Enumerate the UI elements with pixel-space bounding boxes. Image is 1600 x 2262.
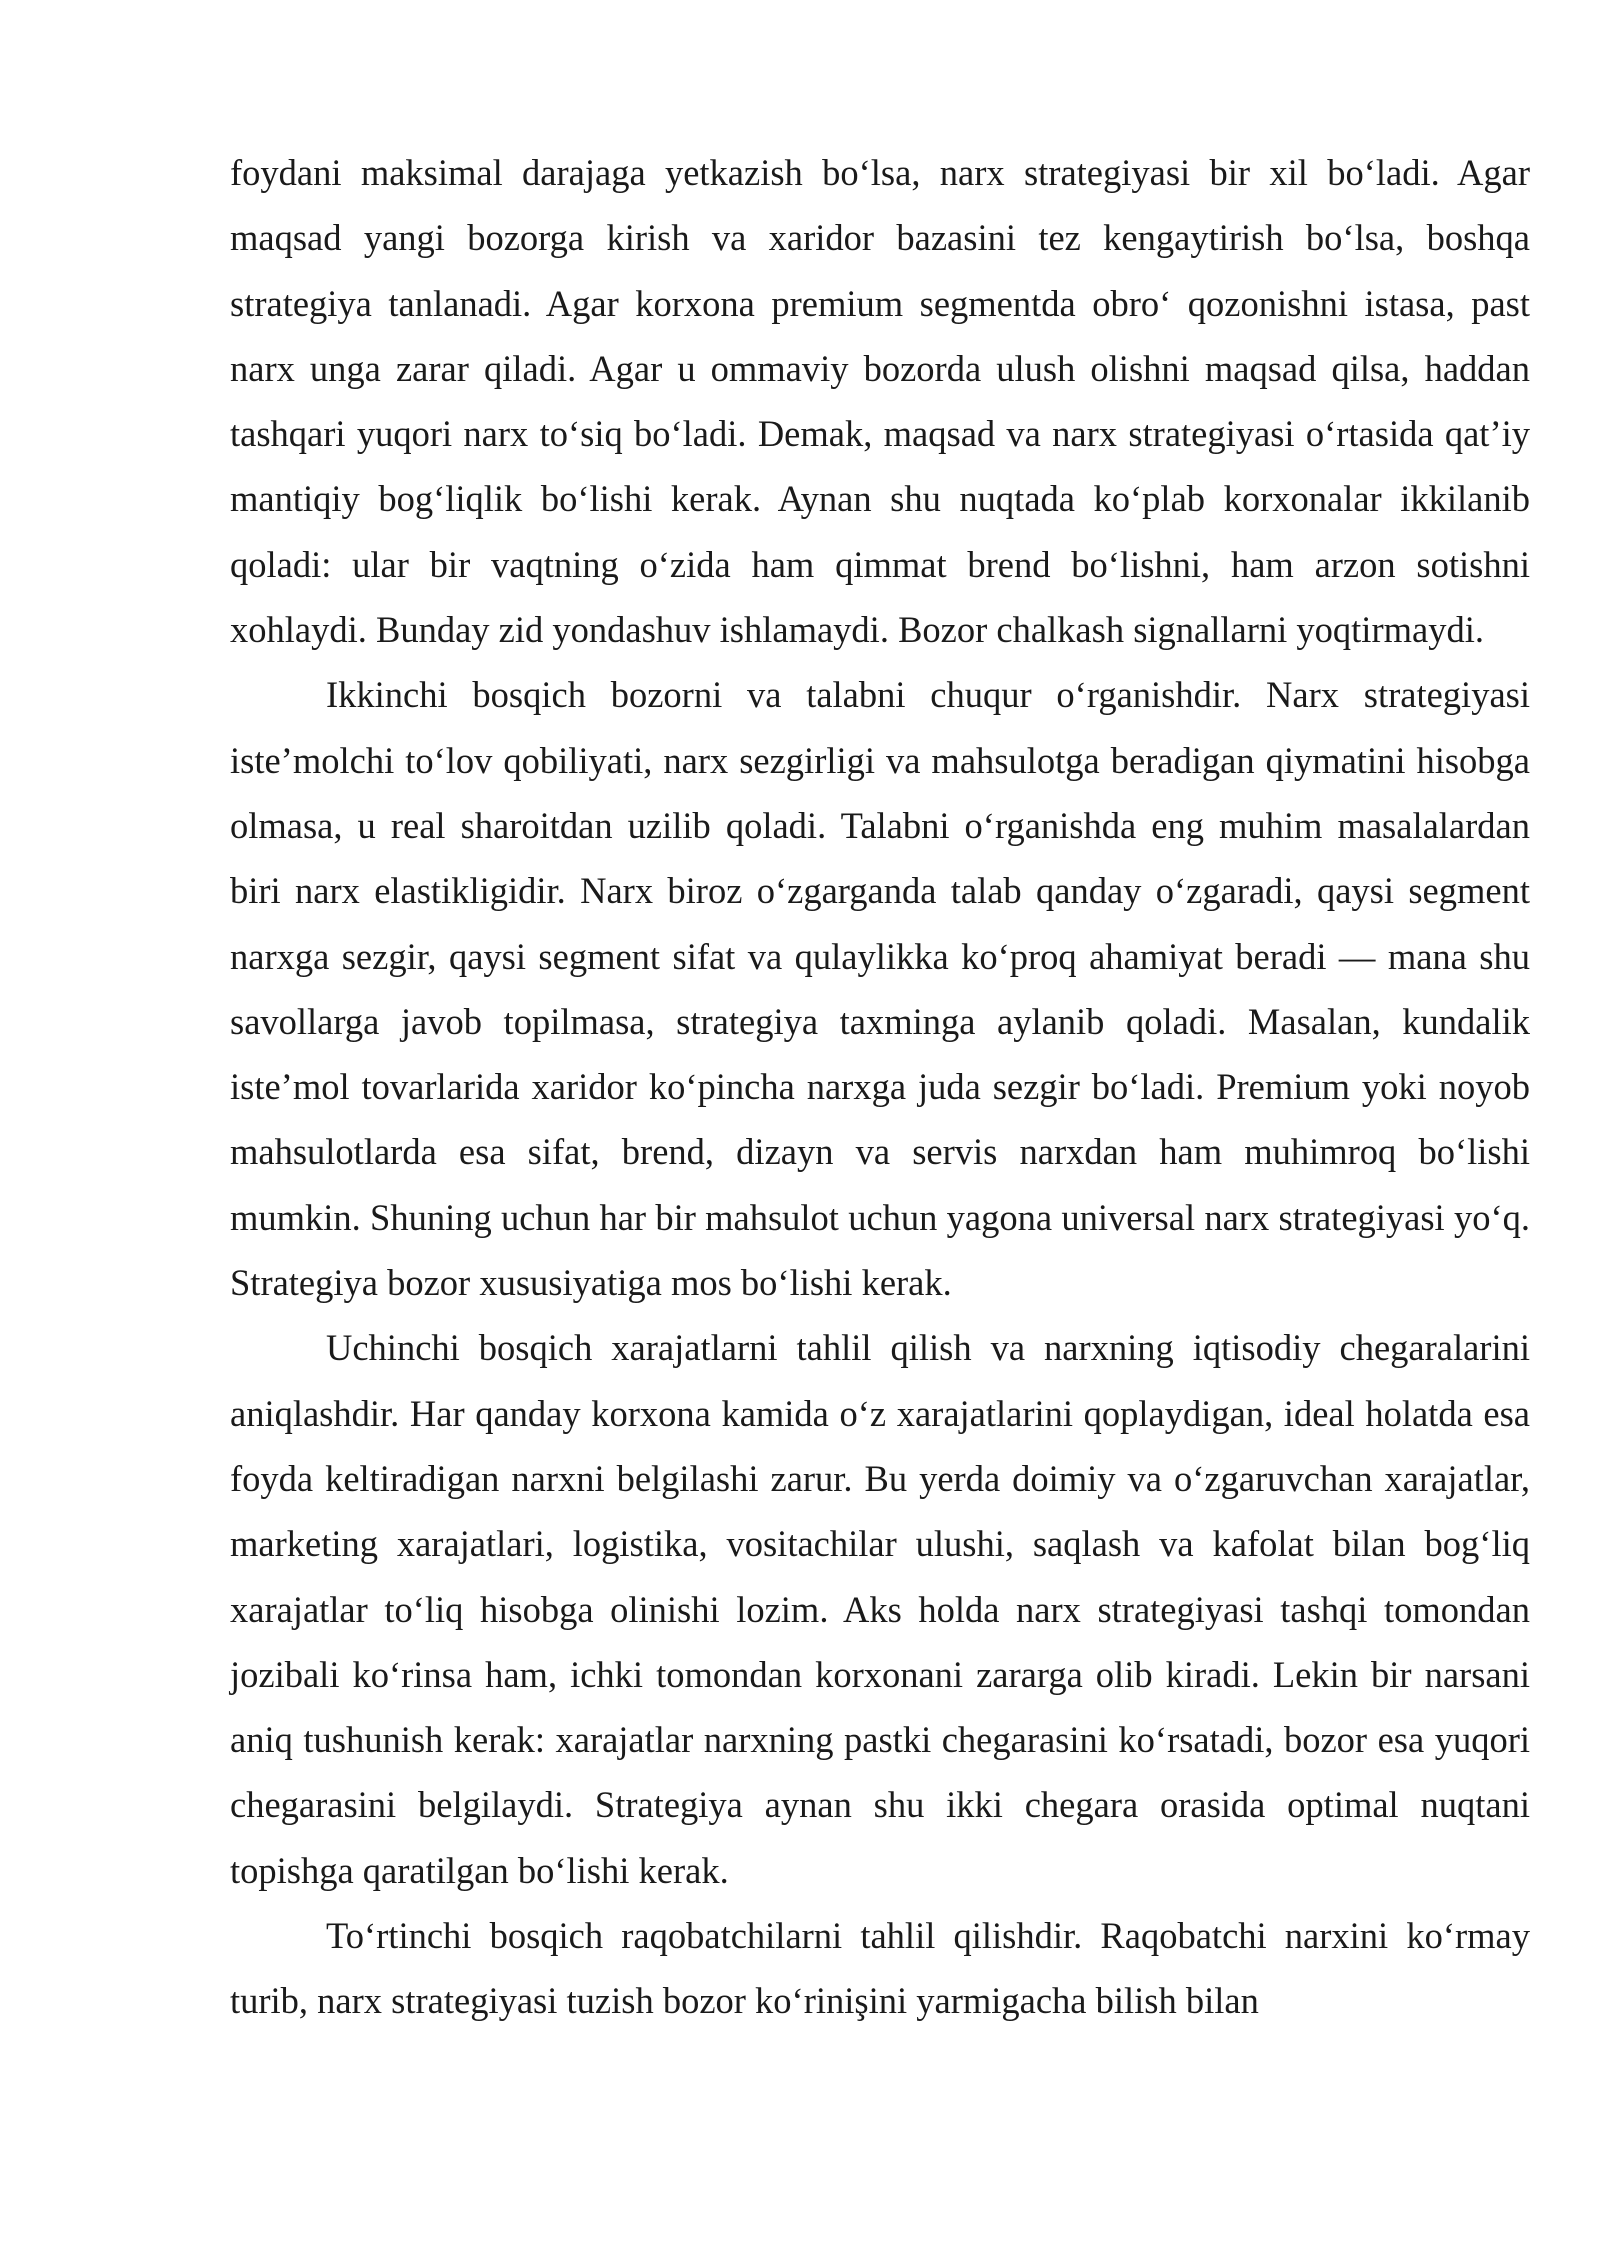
- paragraph-second-stage-market-demand: Ikkinchi bosqich bozorni va talabni chuqur o‘rganishdir. Narx strategiyasi iste’molchi to‘lov qobiliyati, narx sezgirligi va mahsulotga beradigan qiymatini hisobga olmasa, u real sharoitdan uzilib qoladi. Talabni o‘rganishda eng muhim masalalardan biri narx elastikligidir. Narx biroz o‘zgarganda talab qanday o‘zgaradi, qaysi segment narxga sezgir, qaysi segment sifat va qulaylikka ko‘proq ahamiyat beradi — mana shu savollarga javob topilmasa, strategiya taxminga aylanib qoladi. Masalan, kundalik iste’mol tovarlarida xaridor ko‘pincha narxga juda sezgir bo‘ladi. Premium yoki noyob mahsulotlarda esa sifat, brend, dizayn va servis narxdan ham muhimroq bo‘lishi mumkin. Shuning uchun har bir mahsulot uchun yagona universal narx strategiyasi yo‘q. Strategiya bozor xususiyatiga mos bo‘lishi kerak.: [230, 674, 1530, 1304]
- paragraph-third-stage-cost-analysis: Uchinchi bosqich xarajatlarni tahlil qilish va narxning iqtisodiy chegaralarini aniqlashdir. Har qanday korxona kamida o‘z xarajatlarini qoplaydigan, ideal holatda esa foyda keltiradigan narxni belgilashi zarur. Bu yerda doimiy va o‘zgaruvchan xarajatlar, marketing xarajatlari, logistika, vositachilar ulushi, saqlash va kafolat bilan bog‘liq xarajatlar to‘liq hisobga olinishi lozim. Aks holda narx strategiyasi tashqi tomondan jozibali ko‘rinsa ham, ichki tomondan korxonani zararga olib kiradi. Lekin bir narsani aniq tushunish kerak: xarajatlar narxning pastki chegarasini ko‘rsatadi, bozor esa yuqori chegarasini belgilaydi. Strategiya aynan shu ikki chegara orasida optimal nuqtani topishga qaratilgan bo‘lishi kerak.: [230, 1327, 1530, 1891]
- paragraph-fourth-stage-competitors: To‘rtinchi bosqich raqobatchilarni tahlil qilishdir. Raqobatchi narxini ko‘rmay turib, narx strategiyasi tuzish bozor ko‘rinişini yarmigacha bilish bilan: [230, 1915, 1530, 2022]
- paragraph-goal-and-strategy: foydani maksimal darajaga yetkazish bo‘lsa, narx strategiyasi bir xil bo‘ladi. Agar maqsad yangi bozorga kirish va xaridor bazasini tez kengaytirish bo‘lsa, boshqa strategiya tanlanadi. Agar korxona premium segmentda obro‘ qozonishni istasa, past narx unga zarar qiladi. Agar u ommaviy bozorda ulush olishni maqsad qilsa, haddan tashqari yuqori narx to‘siq bo‘ladi. Demak, maqsad va narx strategiyasi o‘rtasida qat’iy mantiqiy bog‘liqlik bo‘lishi kerak. Aynan shu nuqtada ko‘plab korxonalar ikkilanib qoladi: ular bir vaqtning o‘zida ham qimmat brend bo‘lishni, ham arzon sotishni xohlaydi. Bunday zid yondashuv ishlamaydi. Bozor chalkash signallarni yoqtirmaydi.: [230, 152, 1530, 651]
- document-page: [230, 140, 1530, 2034]
